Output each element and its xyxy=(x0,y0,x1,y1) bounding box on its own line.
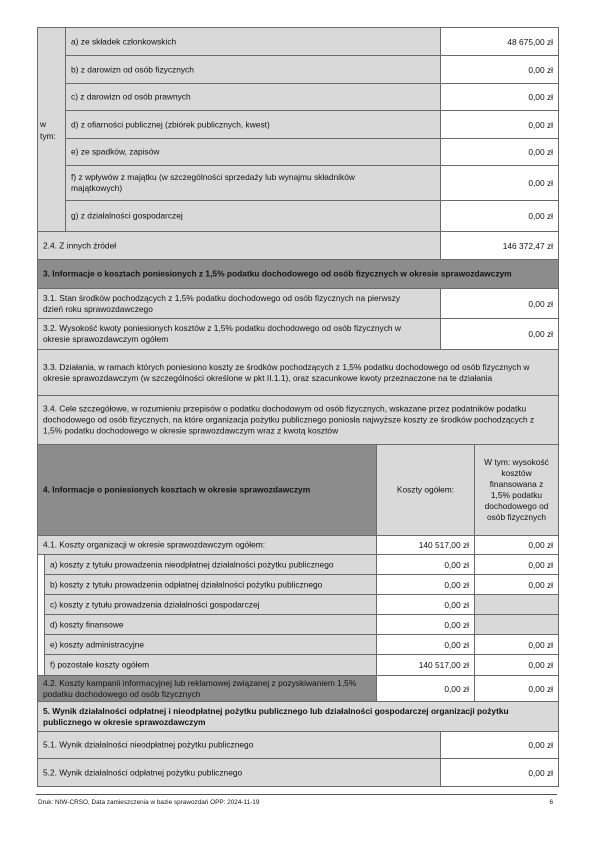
amount: 0,00 zł xyxy=(444,579,469,590)
source-row-b xyxy=(65,55,441,84)
section5-title: 5. Wynik działalności odpłatnej i nieodpłatnej pożytku publicznego lub działalności gospodarczej organizacji pożytku publicznego w okresie sprawozdawczym xyxy=(43,705,509,727)
amount: 0,00 zł xyxy=(528,92,553,102)
row-label: 3.3. Działania, w ramach których poniesiono koszty ze środków pochodzących z 1,5% podatku dochodowego od osób fizycznych w okresie sprawozdawczym (w szczególności określone w pkt II.1.1), oraz szacunkowe kwoty przeznaczone na te działania xyxy=(43,361,530,383)
row-label: 3.1. Stan środków pochodzących z 1,5% podatku dochodowego od osób fizycznych na pierwszy dzień roku sprawozdawczego xyxy=(43,292,401,314)
amount: 0,00 zł xyxy=(528,64,553,75)
cost-row-d-pit-empty xyxy=(474,614,559,635)
cost-row-a-total xyxy=(376,554,475,575)
source-label: e) ze spadków, zapisów xyxy=(71,146,160,157)
source-row-g xyxy=(65,200,441,232)
section4-col-pit-header xyxy=(474,444,559,536)
row-label: f) pozostałe koszty ogółem xyxy=(50,659,150,670)
source-row-f xyxy=(65,165,441,201)
amount: 0,00 zł xyxy=(528,540,553,550)
amount: 0,00 zł xyxy=(444,599,469,610)
section3-row-1 xyxy=(37,288,441,319)
section5-row-1 xyxy=(37,731,441,759)
cost-row-e-total xyxy=(376,634,475,655)
source-row-c xyxy=(65,83,441,111)
source-label: g) z działalności gospodarczej xyxy=(71,210,183,221)
source-value-b xyxy=(440,55,559,84)
amount: 0,00 zł xyxy=(528,178,553,188)
amount: 0,00 zł xyxy=(444,559,469,570)
cost-row-e xyxy=(44,634,377,655)
source-row-a xyxy=(65,27,441,56)
amount: 0,00 zł xyxy=(528,660,553,670)
source-value-d xyxy=(440,110,559,139)
cost-row-f-pit xyxy=(474,654,559,676)
col-total-label: Koszty ogółem: xyxy=(396,484,455,495)
footer-divider xyxy=(36,794,557,795)
section5-row-2 xyxy=(37,758,441,787)
source-value-f xyxy=(440,165,559,201)
w-tym-label-cell xyxy=(37,27,66,232)
amount: 0,00 zł xyxy=(444,683,469,694)
amount: 0,00 zł xyxy=(528,740,553,750)
row-label: 3.4. Cele szczegółowe, w rozumieniu przepisów o podatku dochodowym od osób fizycznych, wskazane przez podatników podatku dochodowego od osób fizycznych, na które organizacja pożytku publicznego poniosła najwyższe koszty ze środków pochodzących z 1,5% podatku dochodowego w okresie sprawozdawczym wraz z kwotą kosztów xyxy=(43,403,535,436)
cost-row-a xyxy=(44,554,377,575)
other-sources-value xyxy=(440,231,559,260)
amount: 0,00 zł xyxy=(528,559,553,570)
cost-row-d-total xyxy=(376,614,475,635)
cost-row-b xyxy=(44,574,377,595)
cost-row-f xyxy=(44,654,377,676)
section3-title: 3. Informacje o kosztach poniesionych z 1,5% podatku dochodowego od osób fizycznych w okresie sprawozdawczym xyxy=(43,268,512,279)
amount: 0,00 zł xyxy=(528,767,553,778)
w-tym-label: w tym: xyxy=(40,118,56,141)
section5-value-1 xyxy=(440,731,559,759)
amount: 48 675,00 zł xyxy=(507,36,553,47)
cost-row-b-total xyxy=(376,574,475,595)
source-label: f) z wpływów z majątku (w szczególności sprzedaży lub wynajmu składników majątkowych) xyxy=(71,172,355,193)
section3-value-1 xyxy=(440,288,559,319)
source-row-d xyxy=(65,110,441,139)
amount: 0,00 zł xyxy=(528,329,553,339)
amount: 0,00 zł xyxy=(528,211,553,221)
amount: 0,00 zł xyxy=(528,147,553,157)
page-number: 6 xyxy=(549,799,553,806)
cost-row-d xyxy=(44,614,377,635)
cost-total-pit xyxy=(474,535,559,555)
amount: 0,00 zł xyxy=(528,683,553,694)
amount: 0,00 zł xyxy=(528,298,553,309)
section3-row-4 xyxy=(37,395,559,445)
row-label: e) koszty administracyjne xyxy=(50,639,145,649)
row-label: 5.1. Wynik działalności nieodpłatnej pożytku publicznego xyxy=(43,739,254,750)
section3-row-2 xyxy=(37,318,441,350)
section3-value-2 xyxy=(440,318,559,350)
amount: 0,00 zł xyxy=(528,579,553,590)
cost-row-c xyxy=(44,594,377,615)
cost-row-a-pit xyxy=(474,554,559,575)
campaign-cost-row xyxy=(37,675,377,702)
source-label: d) z ofiarności publicznej (zbiórek publicznych, kwest) xyxy=(71,119,270,129)
source-label: c) z darowizn od osób prawnych xyxy=(71,91,191,102)
source-value-e xyxy=(440,138,559,166)
source-label: a) ze składek członkowskich xyxy=(71,36,177,46)
campaign-cost-pit xyxy=(474,675,559,702)
source-label: b) z darowizn od osób fizycznych xyxy=(71,64,194,74)
cost-row-c-pit-empty xyxy=(474,594,559,615)
cost-total-value xyxy=(376,535,475,555)
section5-header xyxy=(37,701,559,732)
cost-row-b-pit xyxy=(474,574,559,595)
section4-col-total-header xyxy=(376,444,475,536)
amount: 0,00 zł xyxy=(444,619,469,630)
other-sources-row xyxy=(37,231,441,260)
row-label: b) koszty z tytułu prowadzenia odpłatnej działalności pożytku publicznego xyxy=(50,579,323,589)
cost-row-e-pit xyxy=(474,634,559,655)
source-row-e xyxy=(65,138,441,166)
col-pit-label: W tym: wysokość kosztów finansowana z 1,5% podatku dochodowego od osób fizycznych xyxy=(484,457,549,522)
amount: 146 372,47 zł xyxy=(502,240,553,251)
row-label: c) koszty z tytułu prowadzenia działalności gospodarczej xyxy=(50,599,260,609)
row-label: a) koszty z tytułu prowadzenia nieodpłatnej działalności pożytku publicznego xyxy=(50,559,334,569)
footer-print-info: Druk: NIW-CRSO, Data zamieszczenia w bazie sprawozdań OPP: 2024-11-19 xyxy=(38,799,260,806)
section3-row-3 xyxy=(37,349,559,396)
campaign-cost-total xyxy=(376,675,475,702)
source-value-c xyxy=(440,83,559,111)
section4-title: 4. Informacje o poniesionych kosztach w okresie sprawozdawczym xyxy=(43,484,311,495)
section3-header xyxy=(37,259,559,289)
cost-row-f-total xyxy=(376,654,475,676)
page-footer xyxy=(38,799,557,809)
amount: 140 517,00 zł xyxy=(418,660,469,670)
source-value-a xyxy=(440,27,559,56)
row-label: 4.1. Koszty organizacji w okresie sprawozdawczym ogółem: xyxy=(43,539,266,550)
amount: 0,00 zł xyxy=(444,639,469,650)
cost-row-c-total xyxy=(376,594,475,615)
section4-header xyxy=(37,444,377,536)
amount: 140 517,00 zł xyxy=(418,540,469,550)
cost-total-row xyxy=(37,535,377,555)
row-label: d) koszty finansowe xyxy=(50,619,124,629)
other-sources-label: 2.4. Z innych źródeł xyxy=(43,240,117,250)
source-value-g xyxy=(440,200,559,232)
row-label: 5.2. Wynik działalności odpłatnej pożytku publicznego xyxy=(43,767,243,777)
row-label: 4.2. Koszty kampanii informacyjnej lub reklamowej związanej z pozyskiwaniem 1,5% podatku dochodowego od osób fizycznych xyxy=(43,677,357,699)
row-label: 3.2. Wysokość kwoty poniesionych kosztów z 1,5% podatku dochodowego od osób fizycznych w okresie sprawozdawczym ogółem xyxy=(43,323,401,344)
amount: 0,00 zł xyxy=(528,639,553,650)
amount: 0,00 zł xyxy=(528,119,553,130)
section5-value-2 xyxy=(440,758,559,787)
